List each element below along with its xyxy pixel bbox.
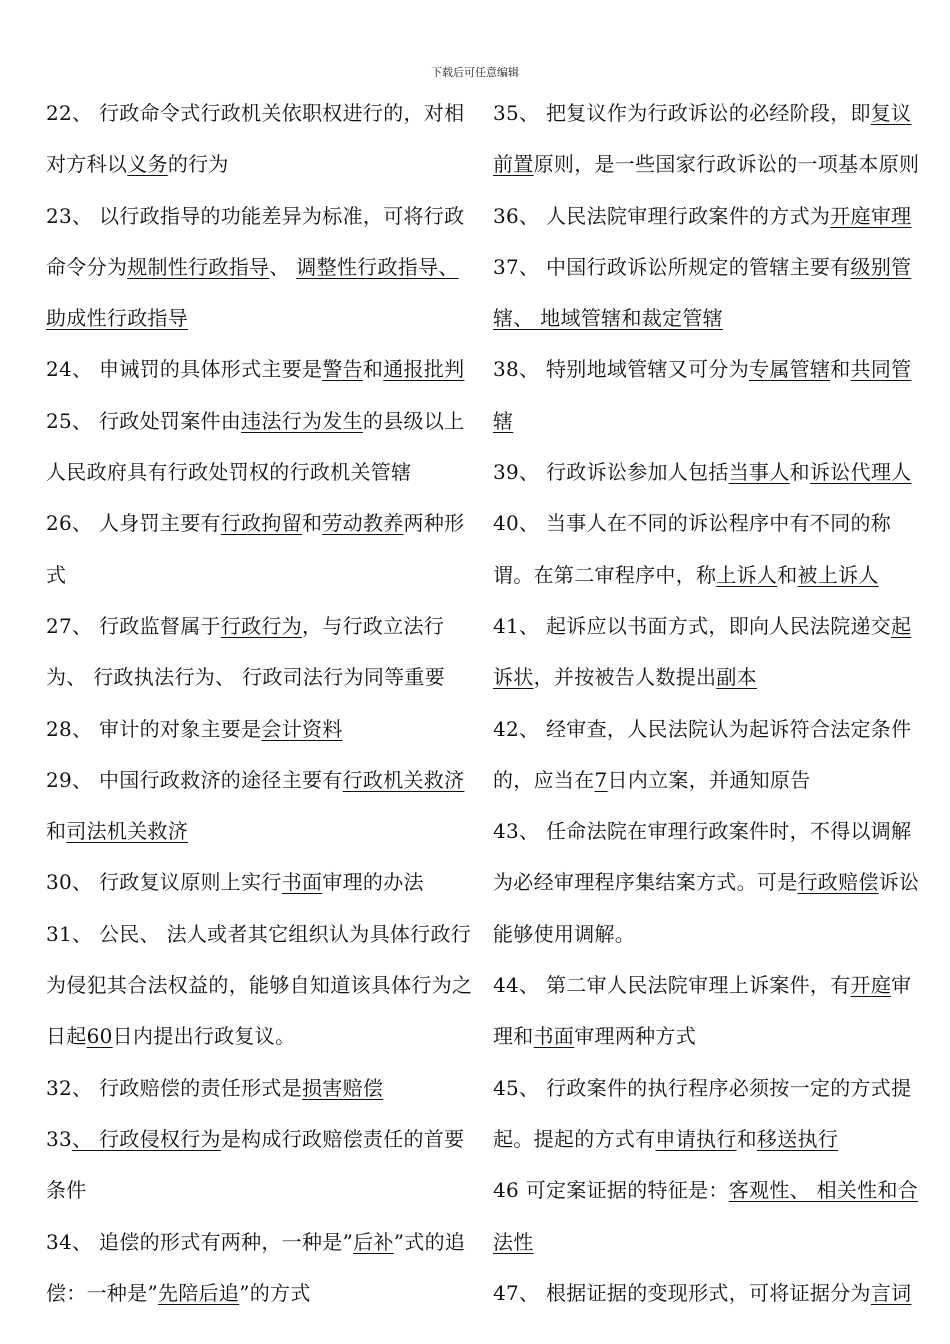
answer-text: 共同管辖 (493, 357, 912, 433)
question-item (493, 1063, 923, 1166)
question-text: 35、 把复议作为行政诉讼的必经阶段，即 (493, 101, 871, 125)
question-item (46, 498, 476, 601)
question-item (46, 755, 476, 858)
question-item (46, 396, 476, 499)
answer-text: 会计资料 (261, 716, 343, 741)
question-item (493, 344, 923, 447)
right-column (493, 88, 923, 1319)
question-text: 24、 申诫罚的具体形式主要是 (46, 357, 323, 382)
question-text: 和 (46, 819, 67, 844)
question-text: 33 (46, 1126, 73, 1151)
question-text: 28、 审计的对象主要是 (46, 716, 262, 741)
answer-text: 违法行为发生 (241, 408, 363, 433)
question-item (46, 344, 476, 395)
question-text: 43、 任命法院在审理行政案件时，不得以调解为必经审理程序集结案方式。可是 (493, 819, 912, 895)
question-item (46, 909, 476, 1063)
answer-text: 副本 (716, 665, 757, 690)
question-text: 39、 行政诉讼参加人包括 (493, 460, 729, 485)
question-text: 和 (736, 1126, 757, 1151)
question-item (493, 447, 923, 498)
question-item (46, 601, 476, 704)
answer-text: 当事人 (728, 460, 790, 485)
question-text: ，与行政立法行为、 行政执法行为、 行政司法行为同等重要 (46, 613, 446, 690)
question-text: 的行为 (167, 152, 229, 177)
answer-text: 规制性行政指导 (127, 254, 270, 279)
answer-text: 行政赔偿 (797, 870, 879, 895)
question-item (493, 704, 923, 807)
question-text: 37、 中国行政诉讼所规定的管辖主要有 (493, 254, 851, 279)
answer-text: 申请执行 (655, 1126, 737, 1151)
question-text: 是构成行政赔偿责任的首要条件 (46, 1126, 465, 1203)
answer-text: 行政机关救济 (342, 767, 465, 792)
answer-text: 60 (86, 1024, 113, 1049)
question-text: ”式的追偿：一种是” (46, 1229, 466, 1305)
question-item (46, 857, 476, 908)
question-text: 和 (830, 357, 851, 382)
question-text: 和 (789, 460, 810, 485)
question-text: 46 可定案证据的特征是： (493, 1178, 729, 1203)
answer-text: 起诉状 (493, 613, 912, 690)
answer-text: 7 (594, 767, 608, 792)
question-text: 45、 行政案件的执行程序必须按一定的方式提起。提起的方式有 (493, 1075, 912, 1151)
answer-text: 调整性行政指导、 助成性行政指导 (46, 254, 459, 331)
question-text: 日内立案，并通知原告 (607, 767, 811, 792)
question-text: 和 (777, 562, 798, 587)
question-item (46, 1217, 476, 1320)
answer-text: 客观性、 相关性和合法性 (493, 1178, 919, 1254)
question-text: 27、 行政监督属于 (46, 613, 221, 638)
answer-text: 行政行为 (220, 613, 303, 638)
answer-text: 开庭 (850, 973, 892, 998)
question-text: 44、 第二审人民法院审理上诉案件，有 (493, 973, 851, 998)
page-header: 下载后可任意编辑 (431, 66, 519, 79)
answer-text: 司法机关救济 (66, 819, 189, 844)
answer-text: 专属管辖 (749, 357, 831, 382)
question-text: 42、 经审查，人民法院认为起诉符合法定条件的，应当在 (493, 716, 912, 792)
question-item (46, 1114, 476, 1217)
answer-text: 复议前置 (493, 101, 912, 177)
question-text: 审理两种方式 (574, 1024, 697, 1049)
answer-text: 行政拘留 (220, 511, 303, 536)
question-text: 36、 人民法院审理行政案件的方式为 (493, 203, 831, 228)
question-text: 日内提出行政复议。 (112, 1024, 296, 1049)
question-text: 诉讼能够使用调解。 (493, 870, 920, 946)
answer-text: 上诉人 (716, 562, 778, 587)
question-text: 31、 公民、 法人或者其它组织认为具体行政行为侵犯其合法权益的，能够自知道该具体行为之日起 (46, 921, 473, 1049)
question-item (493, 960, 923, 1063)
question-text: 和 (362, 357, 384, 382)
answer-text: 后补 (353, 1229, 394, 1254)
question-text: 29、 中国行政救济的途径主要有 (46, 767, 343, 792)
question-text: 47、 根据证据的变现形式，可将证据分为 (493, 1280, 871, 1305)
answer-text: 先陪后追 (158, 1280, 240, 1305)
question-text: 26、 人身罚主要有 (46, 511, 221, 536)
question-item (46, 704, 476, 755)
answer-text: 损害赔偿 (302, 1075, 384, 1100)
question-text: 的县级以上人民政府具有行政处罚权的行政机关管辖 (46, 408, 465, 485)
answer-text: 被上诉人 (797, 562, 879, 587)
answer-text: 级别管辖、 地域管辖和裁定管辖 (493, 254, 912, 331)
question-text: 40、 当事人在不同的诉讼程序中有不同的称谓。在第二审程序中，称 (493, 511, 892, 587)
answer-text: 开庭审理 (830, 203, 912, 228)
question-text: ”的方式 (239, 1280, 311, 1305)
answer-text: 义务 (127, 152, 168, 177)
question-text: 审理的办法 (322, 870, 424, 895)
question-item (493, 88, 923, 191)
question-text: 32、 行政赔偿的责任形式是 (46, 1075, 303, 1100)
question-text: 23、 以行政指导的功能差异为标准，可将行政命令分为 (46, 203, 465, 279)
question-text: 41、 起诉应以书面方式，即向人民法院递交 (493, 613, 892, 638)
question-text: 22、 行政命令式行政机关依职权进行的，对相对方科以 (46, 101, 465, 177)
answer-text: 书面 (281, 870, 323, 895)
question-text: 38、 特别地域管辖又可分为 (493, 357, 750, 382)
question-item (46, 191, 476, 345)
question-text: 34、 追偿的形式有两种，一种是” (46, 1229, 354, 1254)
answer-text: 言词 (870, 1280, 912, 1305)
answer-text: 诉讼代理人 (809, 460, 912, 485)
question-text: 30、 行政复议原则上实行 (46, 870, 282, 895)
question-item (493, 191, 923, 242)
question-item (493, 1268, 923, 1319)
question-item (493, 1165, 923, 1268)
question-text: 和 (302, 511, 323, 536)
answer-text: 移送执行 (756, 1126, 839, 1151)
question-item (493, 242, 923, 345)
question-text: 审理和 (493, 973, 912, 1049)
question-text: 两种形式 (46, 511, 465, 587)
answer-text: 劳动教养 (322, 511, 404, 536)
question-item (493, 806, 923, 960)
question-item (46, 88, 476, 191)
left-column (46, 88, 476, 1319)
answer-text: 警告 (322, 357, 363, 382)
question-item (493, 498, 923, 601)
question-item (493, 601, 923, 704)
question-text: 25、 行政处罚案件由 (46, 408, 242, 433)
question-item (46, 1063, 476, 1114)
answer-text: 、 行政侵权行为 (72, 1126, 221, 1151)
question-text: 、 (269, 254, 297, 279)
question-text: ，并按被告人数提出 (533, 665, 717, 690)
question-text: 原则，是一些国家行政诉讼的一项基本原则 (533, 152, 920, 177)
answer-text: 通报批判 (383, 357, 465, 382)
answer-text: 书面 (533, 1024, 575, 1049)
